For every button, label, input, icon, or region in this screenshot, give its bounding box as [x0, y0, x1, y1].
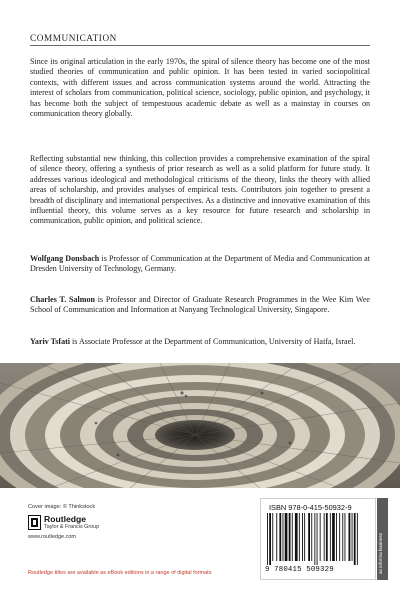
description-paragraph-1: Since its original articulation in the early 1970s, the spiral of silence theory has become one of the most studied theories of communication and public opinion. It has been tested in varied sociopolitical contexts, with different issues and across communication systems around the world. Attracting the interest of scholars from communication, political science, sociology, public opinion, and psychology, it has become both the subject of tempestuous academic debate as well as a mainstay in courses on communication theory globally.: [30, 57, 370, 119]
author-bio-text: is Associate Professor at the Department of Communication, University of Haifa, Israel.: [70, 337, 356, 346]
isbn-barcode-box: [260, 498, 376, 580]
author-bio: [30, 254, 370, 275]
author-bio-text: is Professor and Director of Graduate Research Programmes in the Wee Kim Wee School of Communication and Information at Nanyang Technological University, Singapore.: [30, 295, 370, 315]
barcode-bars: [265, 513, 369, 565]
routledge-logo-icon: [28, 515, 41, 530]
spiral-staircase-illustration: [0, 363, 400, 488]
spiral-staircase-photo: [0, 363, 400, 488]
publisher-url[interactable]: www.routledge.com: [28, 534, 76, 540]
header-rule: [30, 45, 370, 46]
author-bio-text: is Professor of Communication at the Department of Media and Communication at Dresden University of Technology, Germany.: [30, 254, 370, 274]
author-name: Charles T. Salmon: [30, 295, 95, 304]
cover-image-credit: Cover image: © Thinkstock: [28, 504, 96, 510]
informa-side-strip: [377, 498, 388, 580]
author-name: Yariv Tsfati: [30, 337, 71, 346]
informa-tagline: an informa business: [378, 532, 383, 574]
description-paragraph-2: Reflecting substantial new thinking, this collection provides a comprehensive examination of the spiral of silence theory, offering a synthesis of prior research as well as a solid platform for future study. It addresses various ideological and methodological criticisms of the theory, links the theory with allied areas of scholarship, and provides analyses of empirical tests. Contributors join together to present a breadth of disciplinary and international perspectives. As a distinctive and innovative examination of this influential theory, this volume serves as a key resource for future research and scholarship in communication, public opinion, and political science.: [30, 154, 370, 226]
publisher-group: Taylor & Francis Group: [44, 524, 100, 530]
isbn-label: ISBN 978-0-415-50932-9: [269, 503, 352, 512]
author-bio: [30, 337, 370, 347]
ebook-availability-note: Routledge titles are available as eBook editions in a range of digital formats: [28, 570, 212, 576]
publisher-name: Routledge: [44, 514, 87, 524]
author-name: Wolfgang Donsbach: [30, 254, 100, 263]
subject-category: COMMUNICATION: [30, 33, 117, 43]
author-bio: [30, 295, 370, 316]
barcode-digits: 9 780415 509329: [265, 566, 334, 574]
